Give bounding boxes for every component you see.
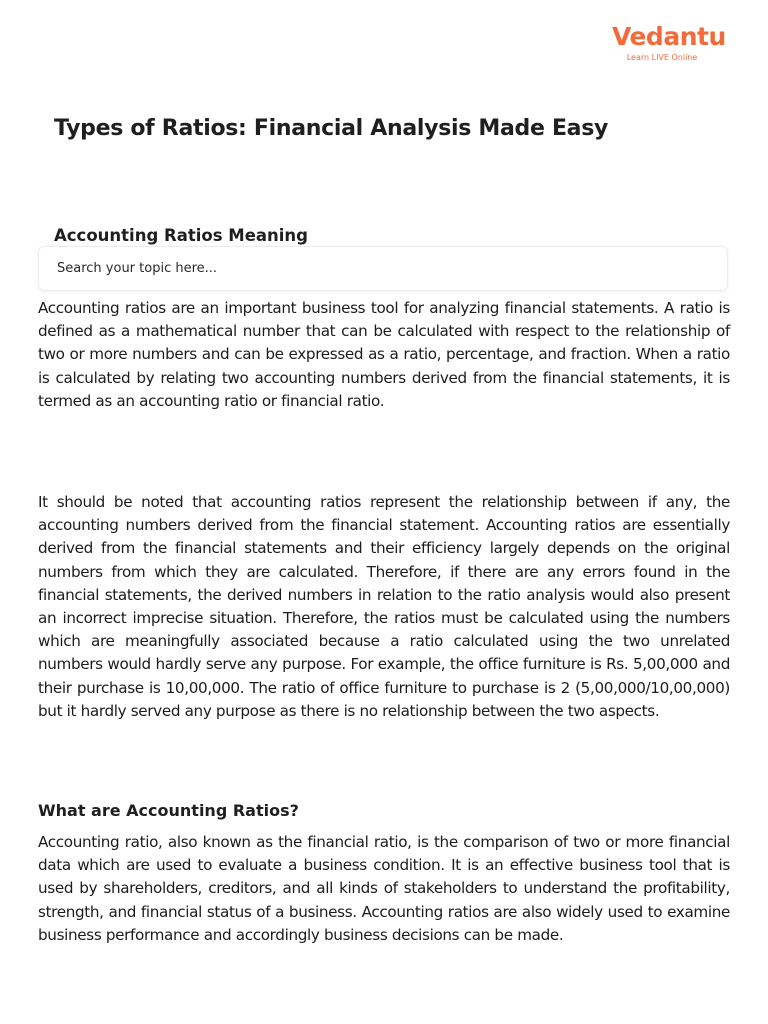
- paragraph-meaning: Accounting ratios are an important business tool for analyzing financial statements. A ratio is defined as a mathematical number that can be calculated with respect to the relationship of two or more numbers and can be expressed as a ratio, percentage, and fraction. When a ratio is calculated by relating two accounting numbers derived from the financial statements, it is termed as an accounting ratio or financial ratio.: [38, 299, 730, 410]
- section-heading-meaning: Accounting Ratios Meaning: [54, 226, 308, 245]
- vedantu-logo[interactable]: [612, 22, 726, 63]
- page-title: Types of Ratios: Financial Analysis Made Easy: [54, 116, 609, 141]
- search-input[interactable]: [55, 260, 711, 277]
- logo-tagline: Learn LIVE Online: [626, 53, 698, 62]
- paragraph-what: Accounting ratio, also known as the financial ratio, is the comparison of two or more financial data which are used to evaluate a business condition. It is an effective business tool that is used by shareholders, creditors, and all kinds of stakeholders to understand the profitability, strength, and financial status of a business. Accounting ratios are also widely used to examine business performance and accordingly business decisions can be made.: [38, 833, 730, 944]
- paragraph-relationship: It should be noted that accounting ratios represent the relationship between if any, the accounting numbers derived from the financial statement. Accounting ratios are essentially derived from the financial statements and their efficiency largely depends on the original numbers from which they are calculated. Therefore, if there are any errors found in the financial statements, the derived numbers in relation to the ratio analysis would also present an incorrect imprecise situation. Therefore, the ratios must be calculated using the numbers which are meaningfully associated because a ratio calculated using the two unrelated numbers would hardly serve any purpose. For example, the office furniture is Rs. 5,00,000 and their purchase is 10,00,000. The ratio of office furniture to purchase is 2 (5,00,000/10,00,000) but it hardly served any purpose as there is no relationship between the two aspects.: [38, 493, 730, 720]
- search-box[interactable]: [38, 246, 728, 291]
- logo-wordmark: Vedantu: [612, 22, 726, 51]
- section-heading-what: What are Accounting Ratios?: [38, 801, 299, 820]
